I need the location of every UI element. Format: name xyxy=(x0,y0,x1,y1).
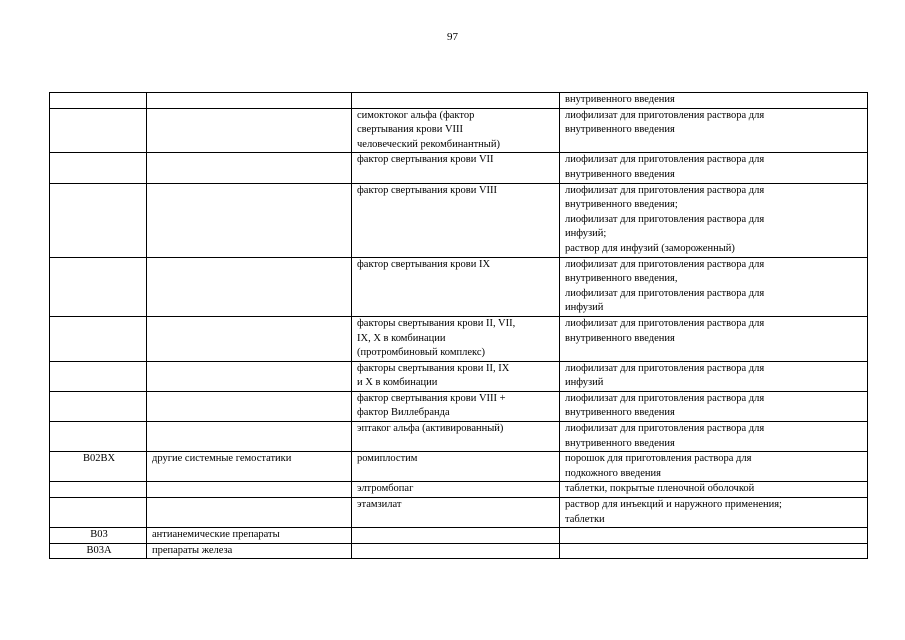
group-cell xyxy=(147,361,352,391)
group-cell: другие системные гемостатики xyxy=(147,452,352,482)
dosage-form-cell: раствор для инъекций и наружного применения; таблетки xyxy=(560,498,868,528)
atc-code-cell xyxy=(50,316,147,361)
substance-cell: эптаког альфа (активированный) xyxy=(352,422,560,452)
dosage-form-cell: лиофилизат для приготовления раствора для инфузий xyxy=(560,361,868,391)
table-row xyxy=(50,543,868,559)
atc-code-cell xyxy=(50,422,147,452)
group-cell: препараты железа xyxy=(147,543,352,559)
atc-code-cell xyxy=(50,153,147,183)
table-row xyxy=(50,361,868,391)
group-cell xyxy=(147,93,352,109)
table-row xyxy=(50,108,868,153)
substance-cell xyxy=(352,528,560,544)
substance-cell: фактор свертывания крови VIII + фактор Виллебранда xyxy=(352,391,560,421)
table-row xyxy=(50,257,868,316)
atc-code-cell xyxy=(50,498,147,528)
atc-code-cell xyxy=(50,108,147,153)
substance-cell: факторы свертывания крови II, VII, IX, X в комбинации (протромбиновый комплекс) xyxy=(352,316,560,361)
table-row xyxy=(50,482,868,498)
table-row xyxy=(50,498,868,528)
dosage-form-cell: лиофилизат для приготовления раствора для внутривенного введения xyxy=(560,153,868,183)
group-cell xyxy=(147,391,352,421)
dosage-form-cell: порошок для приготовления раствора для подкожного введения xyxy=(560,452,868,482)
group-cell xyxy=(147,257,352,316)
table-row xyxy=(50,422,868,452)
atc-code-cell xyxy=(50,257,147,316)
substance-cell: этамзилат xyxy=(352,498,560,528)
atc-code-cell xyxy=(50,482,147,498)
table-row xyxy=(50,528,868,544)
table-row xyxy=(50,391,868,421)
dosage-form-cell xyxy=(560,528,868,544)
group-cell xyxy=(147,482,352,498)
substance-cell: факторы свертывания крови II, IX и X в комбинации xyxy=(352,361,560,391)
substance-cell: фактор свертывания крови VIII xyxy=(352,183,560,257)
substance-cell: симоктоког альфа (фактор свертывания крови VIII человеческий рекомбинантный) xyxy=(352,108,560,153)
table-row xyxy=(50,93,868,109)
atc-code-cell xyxy=(50,93,147,109)
atc-code-cell: B03A xyxy=(50,543,147,559)
substance-cell: ромиплостим xyxy=(352,452,560,482)
substance-cell: фактор свертывания крови VII xyxy=(352,153,560,183)
dosage-form-cell: лиофилизат для приготовления раствора для внутривенного введения xyxy=(560,391,868,421)
atc-code-cell xyxy=(50,183,147,257)
drug-table xyxy=(49,92,868,559)
substance-cell xyxy=(352,93,560,109)
dosage-form-cell: лиофилизат для приготовления раствора для внутривенного введения; лиофилизат для приготовления раствора для инфузий; раствор для инфузий (замороженный) xyxy=(560,183,868,257)
atc-code-cell: B02BX xyxy=(50,452,147,482)
substance-cell: элтромбопаг xyxy=(352,482,560,498)
dosage-form-cell: лиофилизат для приготовления раствора для внутривенного введения xyxy=(560,422,868,452)
table-row xyxy=(50,153,868,183)
atc-code-cell xyxy=(50,361,147,391)
dosage-form-cell: таблетки, покрытые пленочной оболочкой xyxy=(560,482,868,498)
group-cell xyxy=(147,183,352,257)
group-cell xyxy=(147,498,352,528)
group-cell: антианемические препараты xyxy=(147,528,352,544)
table-row xyxy=(50,316,868,361)
substance-cell: фактор свертывания крови IX xyxy=(352,257,560,316)
atc-code-cell: B03 xyxy=(50,528,147,544)
table-row xyxy=(50,452,868,482)
dosage-form-cell xyxy=(560,543,868,559)
group-cell xyxy=(147,108,352,153)
dosage-form-cell: лиофилизат для приготовления раствора для внутривенного введения xyxy=(560,108,868,153)
dosage-form-cell: лиофилизат для приготовления раствора для внутривенного введения, лиофилизат для приготовления раствора для инфузий xyxy=(560,257,868,316)
table-body xyxy=(50,93,868,559)
atc-code-cell xyxy=(50,391,147,421)
page-number: 97 xyxy=(447,31,458,43)
table-row xyxy=(50,183,868,257)
substance-cell xyxy=(352,543,560,559)
dosage-form-cell: лиофилизат для приготовления раствора для внутривенного введения xyxy=(560,316,868,361)
group-cell xyxy=(147,422,352,452)
group-cell xyxy=(147,153,352,183)
group-cell xyxy=(147,316,352,361)
dosage-form-cell: внутривенного введения xyxy=(560,93,868,109)
